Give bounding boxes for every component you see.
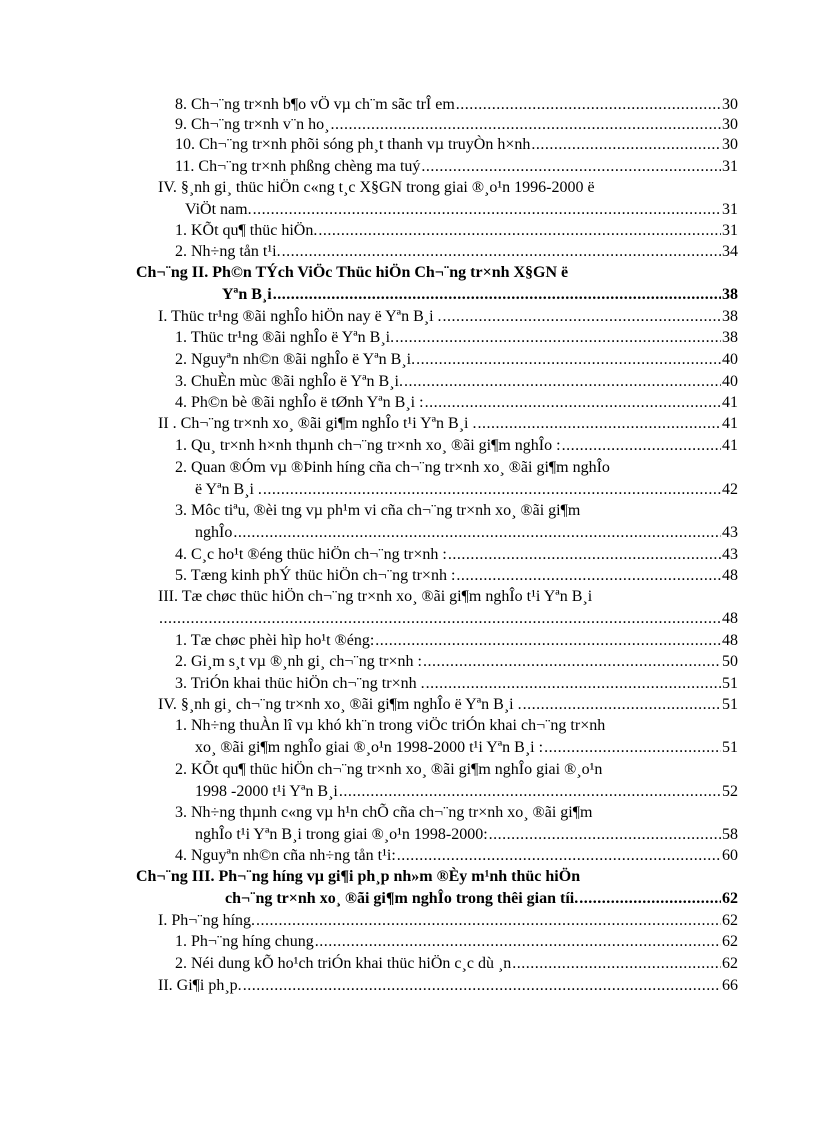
toc-entry[interactable] <box>175 436 738 456</box>
toc-dot-leader <box>579 889 721 909</box>
toc-chapter-heading[interactable] <box>225 889 738 909</box>
toc-dot-leader <box>426 674 721 694</box>
toc-dot-leader <box>423 652 721 672</box>
toc-entry-title: ch¬¨ng tr×nh xo¸ ®ãi gi¶m nghÎo trong thêi gian tíi. <box>225 890 579 907</box>
toc-entry-title: II . Ch¬¨ng tr×nh xo¸ ®ãi gi¶m nghÎo t¹i Yªn B¸i . <box>158 415 477 432</box>
toc-entry-title: nghÎo t¹i Yªn B¸i trong giai ®¸o¹n 1998-2000: <box>195 826 488 843</box>
toc-entry[interactable] <box>158 178 738 198</box>
toc-entry[interactable] <box>175 115 738 135</box>
toc-entry-title: I. Thüc tr¹ng ®ãi nghÎo hiÖn nay ë Yªn B¸i . <box>158 308 442 325</box>
toc-entry-title: Yªn B¸i <box>222 286 272 303</box>
toc-dot-leader <box>456 95 721 115</box>
toc-page-number: 62 <box>722 955 738 972</box>
toc-entry[interactable] <box>175 372 738 392</box>
toc-page-number: 58 <box>722 826 738 843</box>
toc-entry[interactable] <box>158 414 738 434</box>
toc-dot-leader <box>477 414 721 434</box>
toc-entry-title: ë Yªn B¸i . <box>195 481 262 498</box>
toc-page-number: 41 <box>722 437 738 454</box>
toc-entry[interactable] <box>175 932 738 952</box>
toc-dot-leader <box>544 738 721 758</box>
toc-entry-title: 1. Thüc tr¹ng ®ãi nghÎo ë Yªn B¸i. <box>175 329 395 346</box>
toc-entry[interactable] <box>175 393 738 413</box>
toc-page-number: 38 <box>722 329 738 346</box>
toc-dot-leader <box>416 350 721 370</box>
toc-dot-leader <box>318 221 721 241</box>
toc-entry-title: 2. Nguyªn nh©n ®ãi nghÎo ë Yªn B¸i. <box>175 351 416 368</box>
toc-entry-title: 1. Tæ chøc phèi hìp ho¹t ®éng: <box>175 632 375 649</box>
toc-entry-title: 1. KÕt qu¶ thüc hiÖn. <box>175 222 318 239</box>
toc-entry-title: 4. C¸c ho¹t ®éng thüc hiÖn ch¬¨ng tr×nh : <box>175 546 447 563</box>
toc-page-number: 62 <box>722 912 738 929</box>
toc-entry[interactable] <box>195 825 738 845</box>
toc-entry-title: 8. Ch¬¨ng tr×nh b¶o vÖ vµ ch¨m sãc trÎ em <box>175 96 455 113</box>
toc-entry[interactable] <box>175 545 738 565</box>
toc-entry-title: 2. Gi¸m s¸t vµ ®¸nh gi¸ ch¬¨ng tr×nh : <box>175 653 422 670</box>
toc-entry-title: 2. Quan ®Óm vµ ®Þinh híng cña ch¬¨ng tr×nh xo¸ ®ãi gi¶m nghÎo <box>175 459 610 476</box>
toc-entry[interactable] <box>175 652 738 672</box>
toc-entry[interactable] <box>175 328 738 348</box>
toc-entry-title: 1. Nh÷ng thuÀn lî vµ khó kh¨n trong viÖc triÓn khai ch¬¨ng tr×nh <box>175 717 606 734</box>
toc-dot-leader <box>523 695 721 715</box>
toc-entry[interactable] <box>158 609 738 629</box>
toc-dot-leader <box>339 782 721 802</box>
toc-dot-leader <box>397 846 721 866</box>
toc-entry[interactable] <box>175 631 738 651</box>
toc-chapter-heading[interactable] <box>136 263 738 283</box>
toc-entry-title: 3. Nh÷ng thµnh c«ng vµ h¹n chÕ cña ch¬¨ng tr×nh xo¸ ®ãi gi¶m <box>175 804 593 821</box>
toc-dot-leader <box>562 436 721 456</box>
toc-entry-title: 3. ChuÈn mùc ®ãi nghÎo ë Yªn B¸i. <box>175 373 403 390</box>
toc-entry-title: 3. Môc tiªu, ®èi tng vµ ph¹m vi cña ch¬¨ng tr×nh xo¸ ®ãi gi¶m <box>175 502 581 519</box>
toc-page-number: 43 <box>722 524 738 541</box>
toc-entry[interactable] <box>175 242 738 262</box>
toc-entry[interactable] <box>175 135 738 155</box>
toc-entry[interactable] <box>175 458 738 478</box>
toc-page-number: 51 <box>722 739 738 756</box>
toc-page-number: 38 <box>722 286 738 303</box>
toc-page-number: 43 <box>722 546 738 563</box>
toc-page-number: 62 <box>722 933 738 950</box>
toc-entry[interactable] <box>175 221 738 241</box>
toc-entry-title: 1. Ph¬¨ng híng chung <box>175 933 314 950</box>
toc-entry[interactable] <box>175 157 738 177</box>
toc-page-number: 51 <box>722 696 738 713</box>
toc-entry-title: III. Tæ chøc thüc hiÖn ch¬¨ng tr×nh xo¸ ®ãi gi¶m nghÎo t¹i Yªn B¸i <box>158 588 593 605</box>
toc-page-number: 34 <box>722 243 738 260</box>
toc-entry[interactable] <box>175 350 738 370</box>
toc-entry-title: nghÎo <box>195 524 233 541</box>
toc-entry[interactable] <box>185 200 738 220</box>
toc-page-number: 41 <box>722 415 738 432</box>
toc-entry-title: 2. Nh÷ng tån t¹i. <box>175 243 281 260</box>
toc-entry[interactable] <box>195 480 738 500</box>
toc-dot-leader <box>256 911 721 931</box>
toc-page-number: 50 <box>722 653 738 670</box>
toc-page-number: 38 <box>722 308 738 325</box>
toc-entry-title: I. Ph¬¨ng híng. <box>158 912 256 929</box>
toc-page-number: 51 <box>722 675 738 692</box>
toc-dot-leader <box>273 285 721 305</box>
toc-entry-title: IV. §¸nh gi¸ thüc hiÖn c«ng t¸c X§GN trong giai ®¸o¹n 1996-2000 ë <box>158 179 595 196</box>
toc-dot-leader <box>330 115 721 135</box>
toc-dot-leader <box>531 135 721 155</box>
toc-dot-leader <box>404 372 721 392</box>
toc-entry[interactable] <box>175 846 738 866</box>
toc-dot-leader <box>456 566 721 586</box>
toc-page-number: 30 <box>722 136 738 153</box>
toc-entry[interactable] <box>175 674 738 694</box>
toc-entry-title: 2. KÕt qu¶ thüc hiÖn ch¬¨ng tr×nh xo¸ ®ãi gi¶m nghÎo giai ®¸o¹n <box>175 761 603 778</box>
toc-dot-leader <box>263 480 721 500</box>
toc-entry[interactable] <box>195 523 738 543</box>
toc-page-number: 66 <box>722 977 738 994</box>
toc-entry[interactable] <box>195 782 738 802</box>
toc-entry-title: Ch¬¨ng III. Ph¬¨ng híng vµ gi¶i ph¸p nh»m ®Èy m¹nh thüc hiÖn <box>136 868 581 885</box>
toc-entry[interactable] <box>175 95 738 115</box>
toc-page-number: 40 <box>722 351 738 368</box>
toc-entry[interactable] <box>158 911 738 931</box>
toc-chapter-heading[interactable] <box>222 285 738 305</box>
toc-dot-leader <box>395 328 721 348</box>
toc-entry-title: 1998 -2000 t¹i Yªn B¸i <box>195 783 338 800</box>
toc-page-number: 31 <box>722 201 738 218</box>
toc-dot-leader <box>243 976 721 996</box>
toc-page-number: 52 <box>722 783 738 800</box>
toc-entry[interactable] <box>175 566 738 586</box>
toc-page-number: 48 <box>722 632 738 649</box>
toc-entry-title: 5. Tæng kinh phÝ thüc hiÖn ch¬¨ng tr×nh : <box>175 567 456 584</box>
toc-entry[interactable] <box>158 695 738 715</box>
toc-dot-leader <box>512 954 721 974</box>
toc-entry-title: 9. Ch¬¨ng tr×nh v¨n ho¸ <box>175 116 330 133</box>
toc-dot-leader <box>375 631 721 651</box>
toc-page-number: 48 <box>722 610 738 627</box>
toc-dot-leader <box>159 609 721 629</box>
toc-entry[interactable] <box>158 307 738 327</box>
toc-dot-leader <box>443 307 721 327</box>
toc-entry-title: 11. Ch¬¨ng tr×nh phßng chèng ma tuý <box>175 158 421 175</box>
toc-entry-title: 10. Ch¬¨ng tr×nh phõi sóng ph¸t thanh vµ truyÒn h×nh <box>175 136 531 153</box>
toc-page-number: 40 <box>722 373 738 390</box>
toc-entry[interactable] <box>175 716 738 736</box>
toc-entry[interactable] <box>175 760 738 780</box>
toc-dot-leader <box>489 825 721 845</box>
toc-page-number: 42 <box>722 481 738 498</box>
toc-entry-title: 3. TriÓn khai thüc hiÖn ch¬¨ng tr×nh . <box>175 675 425 692</box>
toc-entry[interactable] <box>158 587 738 607</box>
toc-dot-leader <box>233 523 721 543</box>
toc-dot-leader <box>282 242 721 262</box>
toc-entry-title: 4. Nguyªn nh©n cña nh÷ng tån t¹i: <box>175 847 396 864</box>
toc-entry[interactable] <box>175 501 738 521</box>
toc-page-number: 62 <box>722 890 738 907</box>
toc-entry-title: 2. Néi dung kÕ ho¹ch triÓn khai thüc hiÖn c¸c dù ¸n <box>175 955 512 972</box>
toc-entry-title: xo¸ ®ãi gi¶m nghÎo giai ®¸o¹n 1998-2000 t¹i Yªn B¸i : <box>195 739 544 756</box>
toc-page-number: 30 <box>722 116 738 133</box>
toc-entry-title: 1. Qu¸ tr×nh h×nh thµnh ch¬¨ng tr×nh xo¸ ®ãi gi¶m nghÎo : <box>175 437 561 454</box>
toc-entry[interactable] <box>195 738 738 758</box>
toc-entry-title: ViÖt nam. <box>185 201 252 218</box>
toc-dot-leader <box>448 545 721 565</box>
toc-page-number: 31 <box>722 222 738 239</box>
toc-entry-title: 4. Ph©n bè ®ãi nghÎo ë tØnh Yªn B¸i : <box>175 394 424 411</box>
toc-entry[interactable] <box>158 976 738 996</box>
toc-dot-leader <box>425 393 721 413</box>
toc-entry-title: IV. §¸nh gi¸ ch¬¨ng tr×nh xo¸ ®ãi gi¶m nghÎo ë Yªn B¸i . <box>158 696 522 713</box>
toc-entry[interactable] <box>175 954 738 974</box>
toc-dot-leader <box>253 200 721 220</box>
toc-dot-leader <box>421 157 721 177</box>
toc-dot-leader <box>315 932 721 952</box>
toc-entry-title: Ch¬¨ng II. Ph©n TÝch ViÖc Thüc hiÖn Ch¬¨ng tr×nh X§GN ë <box>136 264 569 281</box>
toc-entry[interactable] <box>175 803 738 823</box>
toc-page-number: 30 <box>722 96 738 113</box>
toc-entry-title: II. Gi¶i ph¸p. <box>158 977 242 994</box>
toc-page-number: 48 <box>722 567 738 584</box>
toc-page-number: 31 <box>722 158 738 175</box>
toc-chapter-heading[interactable] <box>136 867 738 887</box>
toc-page-number: 41 <box>722 394 738 411</box>
toc-page-number: 60 <box>722 847 738 864</box>
